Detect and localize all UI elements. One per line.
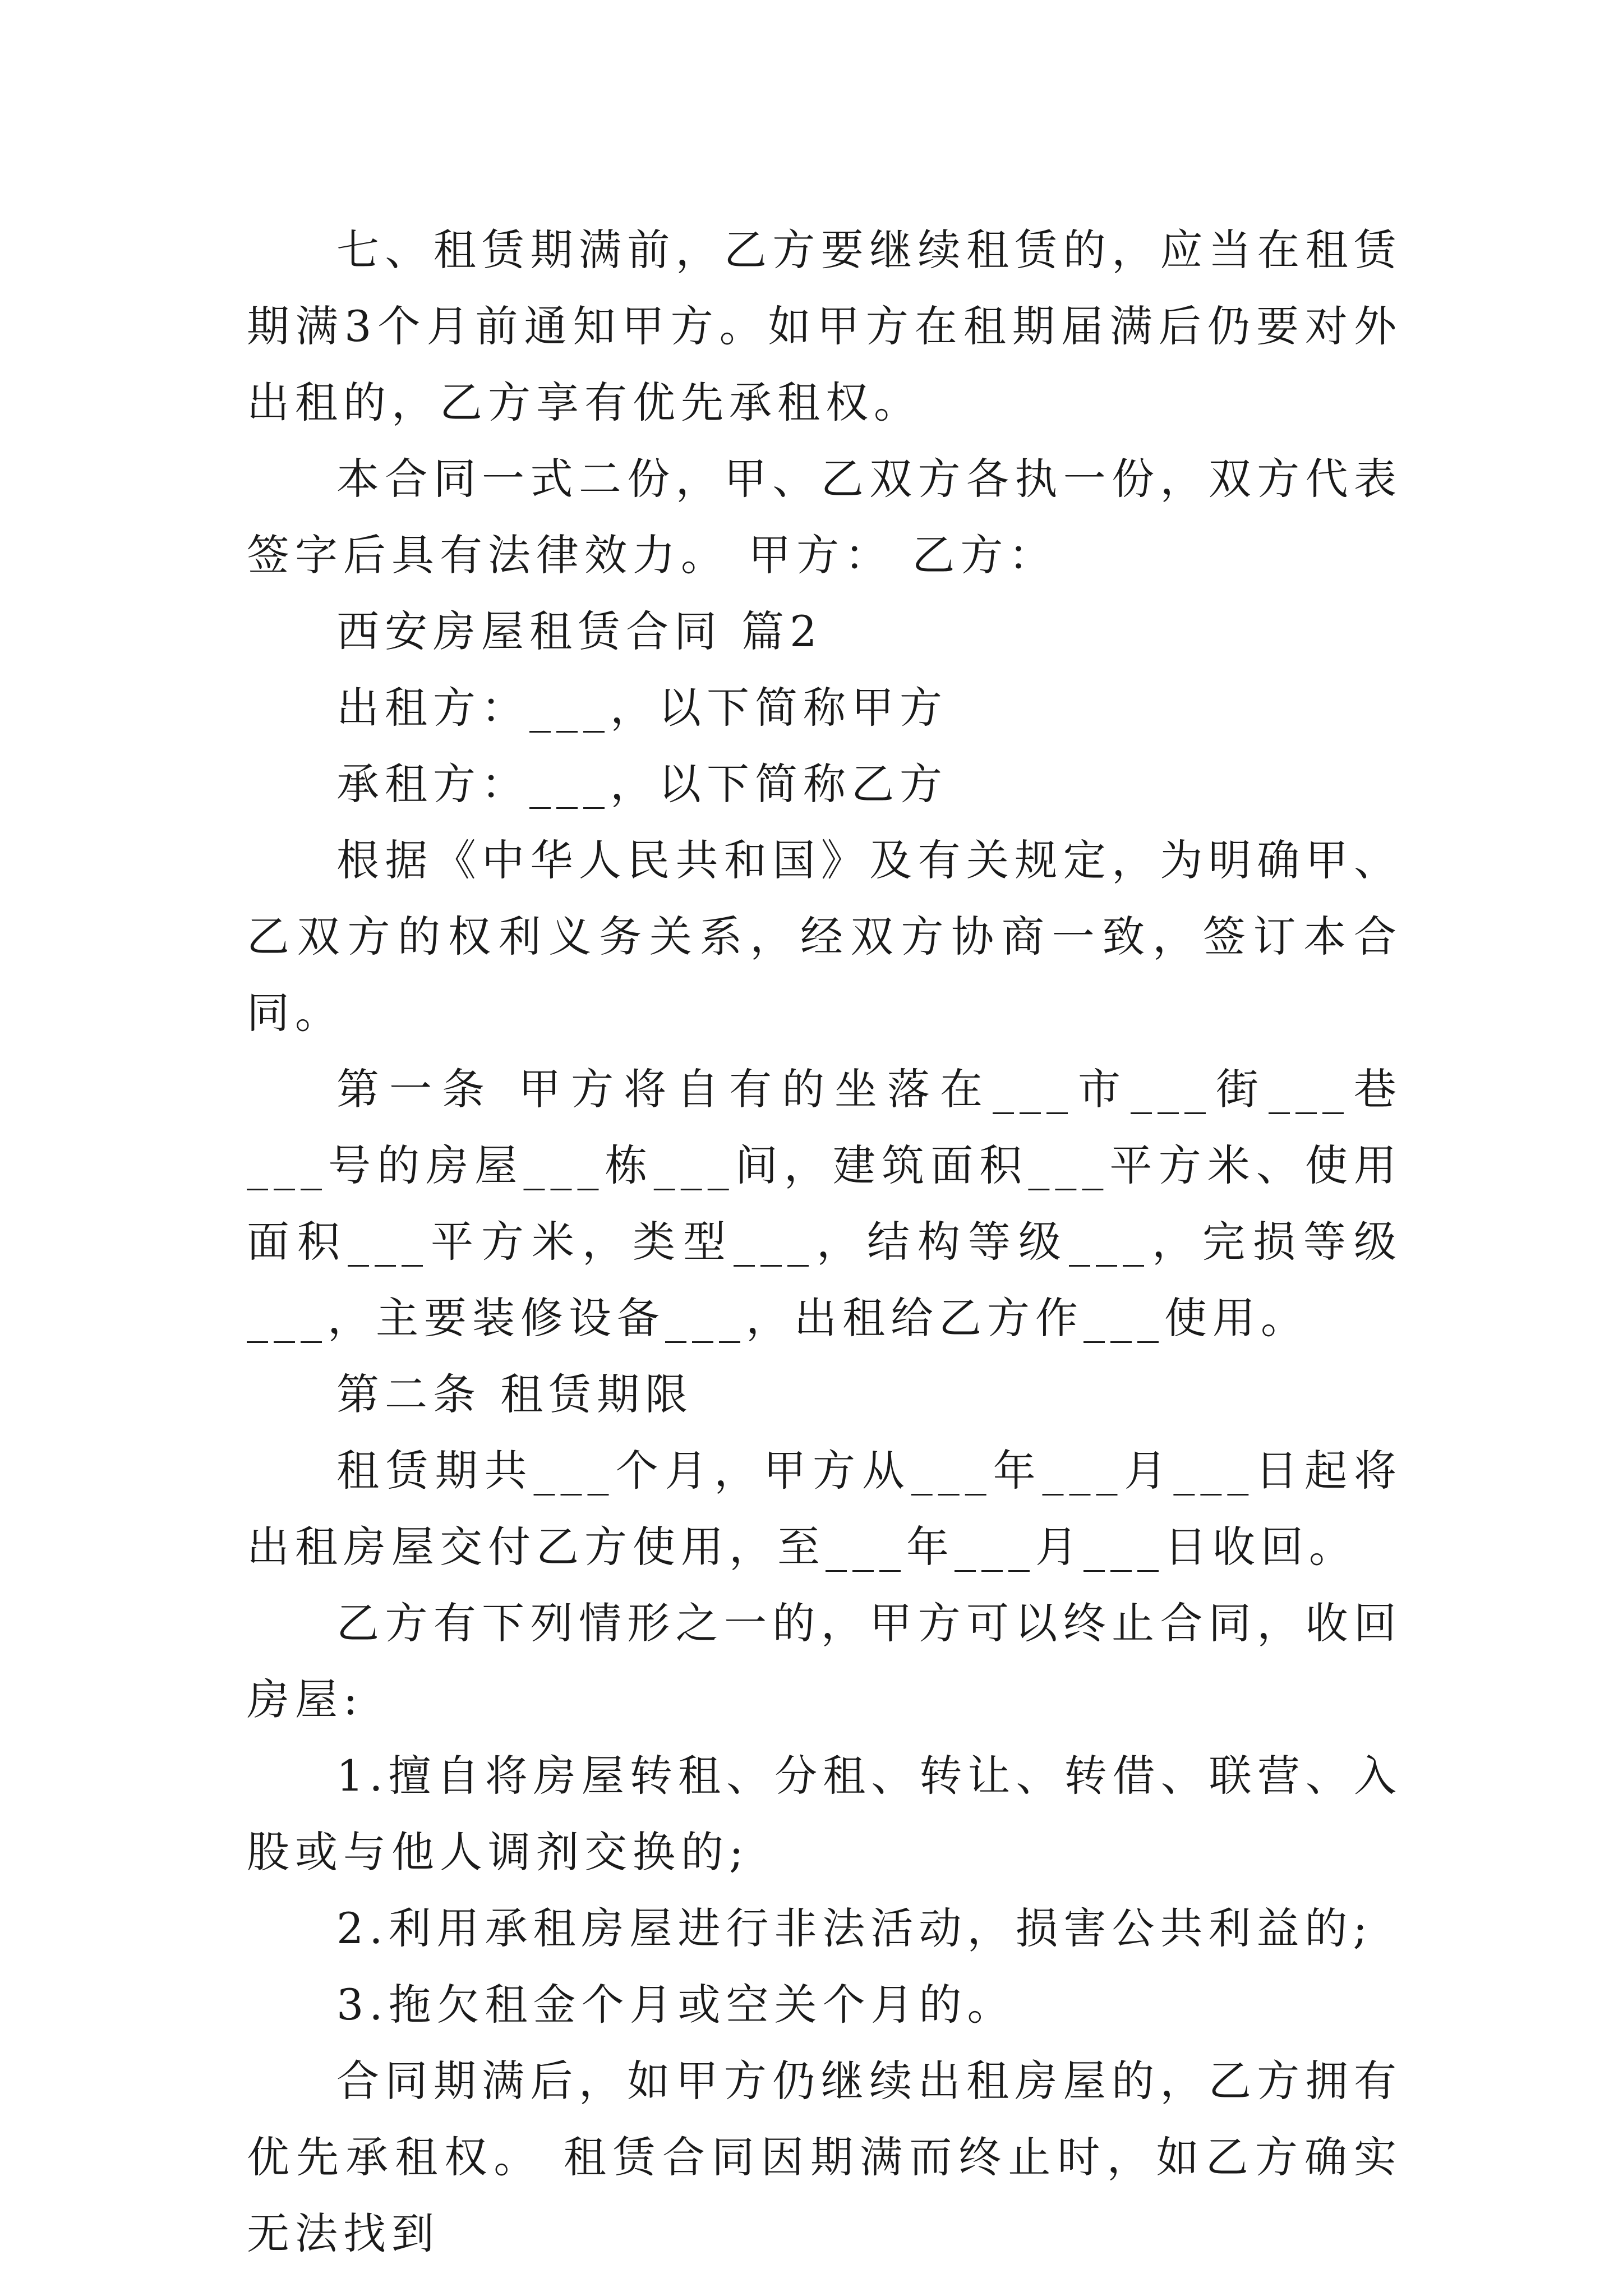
list-item-3: 3.拖欠租金个月或空关个月的。 <box>336 1980 1016 2030</box>
article-2-heading: 第二条 租赁期限 <box>336 1369 694 1419</box>
paragraph-lessee: 承租方：___，以下简称乙方 <box>336 759 948 809</box>
paragraph-termination-conditions: 乙方有下列情形之一的，甲方可以终止合同，收回房屋: <box>247 1598 1402 1724</box>
paragraph-renewal-clause: 七、租赁期满前，乙方要继续租赁的，应当在租赁期满3个月前通知甲方。如甲方在租期届满后仍要对外出租的，乙方享有优先承租权。 <box>247 225 1402 427</box>
article-1: 第一条 甲方将自有的坐落在___市___街___巷___号的房屋___栋___间，建筑面积___平方米、使用面积___平方米，类型___，结构等级___，完损等级___，主要装修设备___，出租给乙方作___使用。 <box>247 1064 1402 1343</box>
contract-title: 西安房屋租赁合同 篇2 <box>336 606 823 656</box>
document-body <box>247 212 1402 2272</box>
paragraph-lessor: 出租方：___，以下简称甲方 <box>336 683 948 733</box>
paragraph-preamble: 根据《中华人民共和国》及有关规定，为明确甲、乙双方的权利义务关系，经双方协商一致，签订本合同。 <box>247 835 1402 1038</box>
paragraph-lease-term: 租赁期共___个月，甲方从___年___月___日起将出租房屋交付乙方使用，至___年___月___日收回。 <box>247 1446 1402 1572</box>
list-item-2: 2.利用承租房屋进行非法活动，损害公共利益的; <box>336 1903 1373 1953</box>
paragraph-expiry: 合同期满后，如甲方仍继续出租房屋的，乙方拥有优先承租权。 租赁合同因期满而终止时，如乙方确实无法找到 <box>247 2056 1402 2258</box>
paragraph-copies-signature: 本合同一式二份，甲、乙双方各执一份，双方代表签字后具有法律效力。 甲方： 乙方： <box>247 454 1402 580</box>
list-item-1: 1.擅自将房屋转租、分租、转让、转借、联营、入股或与他人调剂交换的; <box>247 1751 1402 1877</box>
